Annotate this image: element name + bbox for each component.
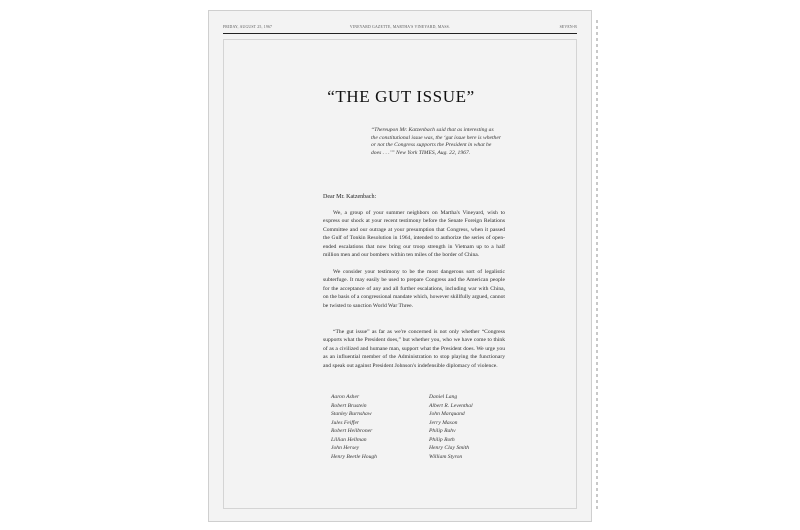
signatures-right-column [429,393,473,461]
signature-name: Robert Heilbroner [331,428,373,434]
signature-name: Aaron Asher [331,394,360,400]
signature-name: Stanley Burnshaw [331,411,372,417]
signatures-left-column [331,393,377,461]
signature-name: John Hersey [331,445,360,451]
signature-name: Philip Rahv [429,428,456,434]
signature-name: William Styron [429,453,463,460]
signature-name: Philip Roth [429,436,455,443]
signature-name: Jules Feiffer [331,419,360,426]
header-page-number: SEVEN-B [559,25,577,29]
signature-name: John Marquand [429,411,465,417]
letter-paragraph: “The gut issue” as far as we're concerned is not only whether “Congress supports what the President does,” but whether you, who we have come to think of as a civilized and humane man, support what the President does. We urge you as an influential member of the Administration to stop playing the functionary and speak out against President Johnson's indefensible diplomacy of violence. [323,329,505,369]
signature-name: Robert Brustein [331,402,367,409]
header-masthead: VINEYARD GAZETTE, MARTHA'S VINEYARD, MASS. [349,25,451,29]
signature-name: Henry Beetle Hough [331,453,377,460]
letter-paragraph: We consider your testimony to be the most dangerous sort of legalistic subterfuge. It may easily be used to prepare Congress and the American people for the acceptance of any and all further escalations, including war with China, on the basis of a congressional mandate which, however skillfully argued, cannot be twisted to sanction World War Three. [323,269,505,309]
newspaper-page [208,10,592,522]
page-header [223,23,577,34]
signature-name: Jerry Mason [429,419,458,426]
signature-name: Albert R. Leventhal [429,402,473,409]
signature-name: Henry Clay Smith [429,445,470,451]
signature-name: Lillian Hellman [331,436,367,443]
letter-paragraph: We, a group of your summer neighbors on Martha's Vineyard, wish to express our shock at your recent testimony before the Senate Foreign Relations Committee and our outrage at your presumption that Congress, when it passed the Gulf of Tonkin Resolution in 1964, intended to authorize the series of open-ended escalations that now bring our troop strength in Vietnam up to a half million men and our bombers within ten miles of the border of China. [323,210,505,259]
epigraph-quote: “Thereupon Mr. Katzenbach said that as interesting as the constitutional issue was, the ‘gut issue here is whether or not the Congress supports the President in what he does . . .’” New York TIMES, Aug. 22, 1967. [371,127,501,156]
signature-name: Daniel Lang [429,394,458,400]
page-edge [596,20,598,510]
page-title: “THE GUT ISSUE” [327,87,475,106]
header-date: FRIDAY, AUGUST 25, 1967 [223,25,273,29]
salutation: Dear Mr. Katzenbach: [323,194,377,200]
